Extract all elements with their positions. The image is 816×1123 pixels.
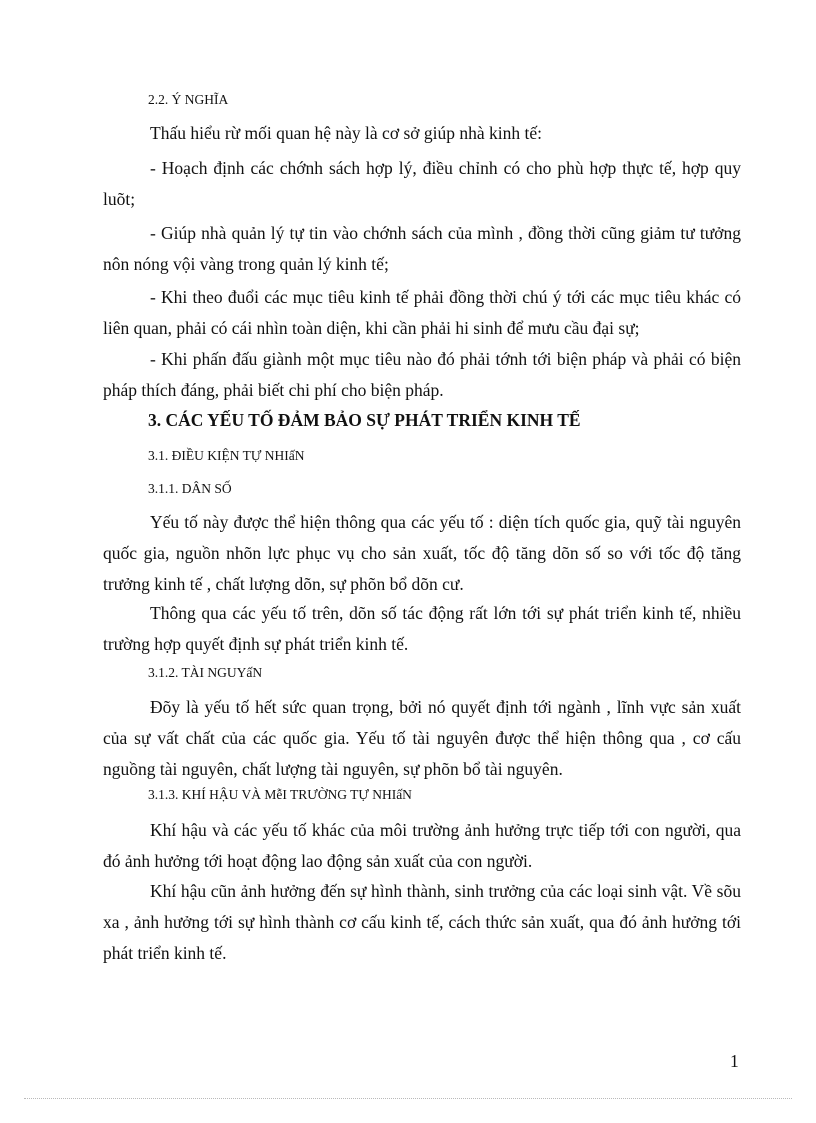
- paragraph-climate-impact: [103, 876, 741, 969]
- paragraph-climate-impact-text: Khí hậu cũn ảnh hưởng đến sự hình thành, sinh trưởng của các loại sinh vật. Về sõu xa , ảnh hưởng tới sự hình thành cơ cấu kinh tế, cách thức sản xuất, qua đó ảnh hưởng tới phát triển kinh tế.: [103, 881, 741, 963]
- paragraph-population-text: Yếu tố này được thể hiện thông qua các yếu tố : diện tích quốc gia, quỹ tài nguyên quốc gia, nguồn nhõn lực phục vụ cho sản xuất, tốc độ tăng dõn số so với tốc độ tăng trưởng kinh tế , chất lượng dõn, sự phõn bổ dõn cư.: [103, 512, 741, 594]
- paragraph-bullet-3-text: - Khi theo đuổi các mục tiêu kinh tế phải đồng thời chú ý tới các mục tiêu khác có liên quan, phải có cái nhìn toàn diện, khi cần phải hi sinh để mưu cầu đại sự;: [103, 287, 741, 338]
- paragraph-bullet-2: [103, 218, 741, 280]
- section-heading-3-1-3: 3.1.3. KHÍ HẬU VÀ MễI TRƯỜNG TỰ NHIấN: [148, 787, 412, 802]
- footer-divider: [24, 1098, 792, 1099]
- paragraph-climate-text: Khí hậu và các yếu tố khác của môi trường ảnh hưởng trực tiếp tới con người, qua đó ảnh hưởng tới hoạt động lao động sản xuất của con người.: [103, 820, 741, 871]
- section-heading-3-1-1: 3.1.1. DÂN SỐ: [148, 481, 232, 496]
- page-number: 1: [730, 1051, 739, 1071]
- paragraph-intro-text: Thấu hiểu rừ mối quan hệ này là cơ sở giúp nhà kinh tế:: [150, 123, 542, 143]
- paragraph-bullet-4: [103, 344, 741, 406]
- paragraph-bullet-3: [103, 282, 741, 344]
- paragraph-climate: [103, 815, 741, 877]
- paragraph-intro: [103, 118, 741, 149]
- section-heading-3-1-2: 3.1.2. TÀI NGUYấN: [148, 665, 263, 680]
- paragraph-bullet-4-text: - Khi phấn đấu giành một mục tiêu nào đó phải tớnh tới biện pháp và phải có biện pháp thích đáng, phải biết chi phí cho biện pháp.: [103, 349, 741, 400]
- section-heading-3: 3. CÁC YẾU TỐ ĐẢM BẢO SỰ PHÁT TRIỂN KINH TẾ: [148, 410, 581, 430]
- paragraph-population: [103, 507, 741, 600]
- paragraph-resources: [103, 692, 741, 785]
- section-heading-3-1: 3.1. ĐIỀU KIỆN TỰ NHIấN: [148, 448, 305, 463]
- paragraph-resources-text: Đõy là yếu tố hết sức quan trọng, bởi nó quyết định tới ngành , lĩnh vực sản xuất của sự vất chất của các quốc gia. Yếu tố tài nguyên được thể hiện thông qua , cơ cấu nguồng tài nguyên, chất lượng tài nguyên, sự phõn bổ tài nguyên.: [103, 697, 741, 779]
- section-heading-2-2: 2.2. Ý NGHĨA: [148, 92, 229, 107]
- paragraph-bullet-1: [103, 153, 741, 215]
- paragraph-bullet-2-text: - Giúp nhà quản lý tự tin vào chớnh sách của mình , đồng thời cũng giảm tư tưởng nôn nóng vội vàng trong quản lý kinh tế;: [103, 223, 741, 274]
- paragraph-bullet-1-text: - Hoạch định các chớnh sách hợp lý, điều chỉnh có cho phù hợp thực tế, hợp quy luõt;: [103, 158, 741, 209]
- paragraph-population-impact-text: Thông qua các yếu tố trên, dõn số tác động rất lớn tới sự phát triển kinh tế, nhiều trường hợp quyết định sự phát triển kinh tế.: [103, 603, 741, 654]
- paragraph-population-impact: [103, 598, 741, 660]
